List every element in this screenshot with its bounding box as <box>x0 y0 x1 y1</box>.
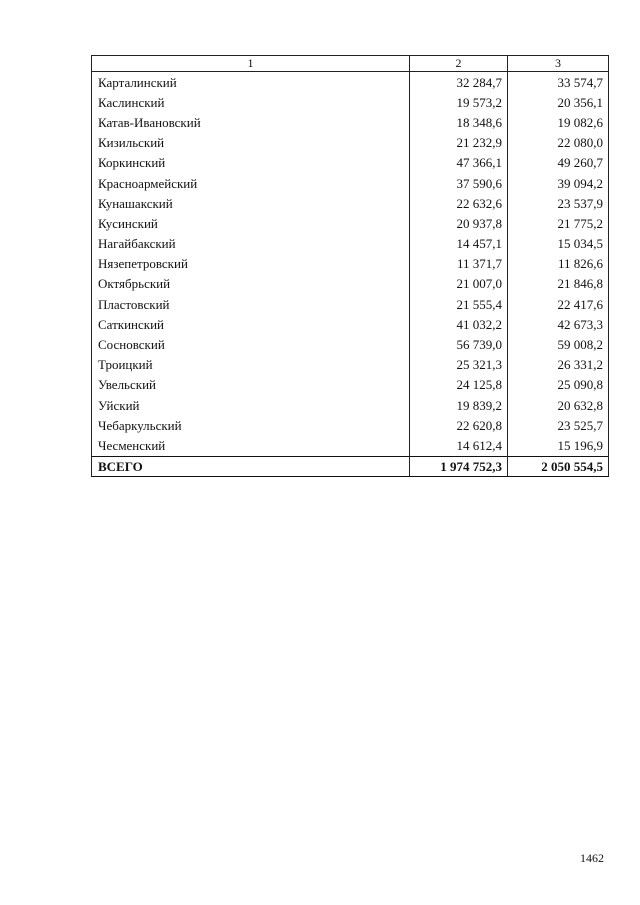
table-row <box>92 133 609 153</box>
district-name-cell: Катав-Ивановский <box>92 112 410 132</box>
value-cell: 25 321,3 <box>410 355 508 375</box>
budget-table <box>91 55 609 477</box>
total-value-col3: 2 050 554,5 <box>508 456 609 476</box>
value-cell: 14 612,4 <box>410 435 508 456</box>
district-name-cell: Кунашакский <box>92 193 410 213</box>
value-cell: 42 673,3 <box>508 314 609 334</box>
table-row <box>92 355 609 375</box>
value-cell: 24 125,8 <box>410 375 508 395</box>
column-header-3: 3 <box>508 56 609 72</box>
value-cell: 49 260,7 <box>508 153 609 173</box>
table-row <box>92 153 609 173</box>
table-total-row <box>92 456 609 476</box>
value-cell: 23 537,9 <box>508 193 609 213</box>
value-cell: 19 573,2 <box>410 92 508 112</box>
table-row <box>92 274 609 294</box>
table-row <box>92 395 609 415</box>
value-cell: 15 196,9 <box>508 435 609 456</box>
value-cell: 20 356,1 <box>508 92 609 112</box>
district-name-cell: Увельский <box>92 375 410 395</box>
district-name-cell: Пластовский <box>92 294 410 314</box>
value-cell: 21 775,2 <box>508 213 609 233</box>
table-row <box>92 294 609 314</box>
table-row <box>92 375 609 395</box>
district-name-cell: Саткинский <box>92 314 410 334</box>
table-row <box>92 314 609 334</box>
value-cell: 56 739,0 <box>410 334 508 354</box>
value-cell: 14 457,1 <box>410 234 508 254</box>
table-row <box>92 92 609 112</box>
value-cell: 41 032,2 <box>410 314 508 334</box>
value-cell: 21 007,0 <box>410 274 508 294</box>
value-cell: 19 082,6 <box>508 112 609 132</box>
table-body <box>92 72 609 457</box>
value-cell: 15 034,5 <box>508 234 609 254</box>
district-name-cell: Сосновский <box>92 334 410 354</box>
district-name-cell: Нагайбакский <box>92 234 410 254</box>
value-cell: 47 366,1 <box>410 153 508 173</box>
value-cell: 22 417,6 <box>508 294 609 314</box>
district-name-cell: Красноармейский <box>92 173 410 193</box>
district-name-cell: Кусинский <box>92 213 410 233</box>
table-row <box>92 112 609 132</box>
table-row <box>92 415 609 435</box>
total-value-col2: 1 974 752,3 <box>410 456 508 476</box>
district-name-cell: Коркинский <box>92 153 410 173</box>
value-cell: 21 232,9 <box>410 133 508 153</box>
value-cell: 11 826,6 <box>508 254 609 274</box>
value-cell: 11 371,7 <box>410 254 508 274</box>
table-header-row <box>92 56 609 72</box>
value-cell: 20 937,8 <box>410 213 508 233</box>
table-row <box>92 72 609 93</box>
value-cell: 21 846,8 <box>508 274 609 294</box>
value-cell: 59 008,2 <box>508 334 609 354</box>
value-cell: 33 574,7 <box>508 72 609 93</box>
value-cell: 18 348,6 <box>410 112 508 132</box>
district-name-cell: Октябрьский <box>92 274 410 294</box>
value-cell: 22 080,0 <box>508 133 609 153</box>
total-label: ВСЕГО <box>92 456 410 476</box>
column-header-1: 1 <box>92 56 410 72</box>
value-cell: 25 090,8 <box>508 375 609 395</box>
district-name-cell: Каслинский <box>92 92 410 112</box>
value-cell: 22 620,8 <box>410 415 508 435</box>
column-header-2: 2 <box>410 56 508 72</box>
table-row <box>92 254 609 274</box>
value-cell: 20 632,8 <box>508 395 609 415</box>
district-name-cell: Кизильский <box>92 133 410 153</box>
district-name-cell: Чесменский <box>92 435 410 456</box>
district-name-cell: Уйский <box>92 395 410 415</box>
table-row <box>92 334 609 354</box>
value-cell: 39 094,2 <box>508 173 609 193</box>
value-cell: 23 525,7 <box>508 415 609 435</box>
value-cell: 19 839,2 <box>410 395 508 415</box>
district-name-cell: Чебаркульский <box>92 415 410 435</box>
table-row <box>92 173 609 193</box>
value-cell: 21 555,4 <box>410 294 508 314</box>
table-row <box>92 234 609 254</box>
table-row <box>92 435 609 456</box>
district-name-cell: Карталинский <box>92 72 410 93</box>
value-cell: 22 632,6 <box>410 193 508 213</box>
value-cell: 32 284,7 <box>410 72 508 93</box>
district-name-cell: Нязепетровский <box>92 254 410 274</box>
district-name-cell: Троицкий <box>92 355 410 375</box>
value-cell: 26 331,2 <box>508 355 609 375</box>
value-cell: 37 590,6 <box>410 173 508 193</box>
page-number: 1462 <box>580 851 604 865</box>
table-row <box>92 213 609 233</box>
table-row <box>92 193 609 213</box>
